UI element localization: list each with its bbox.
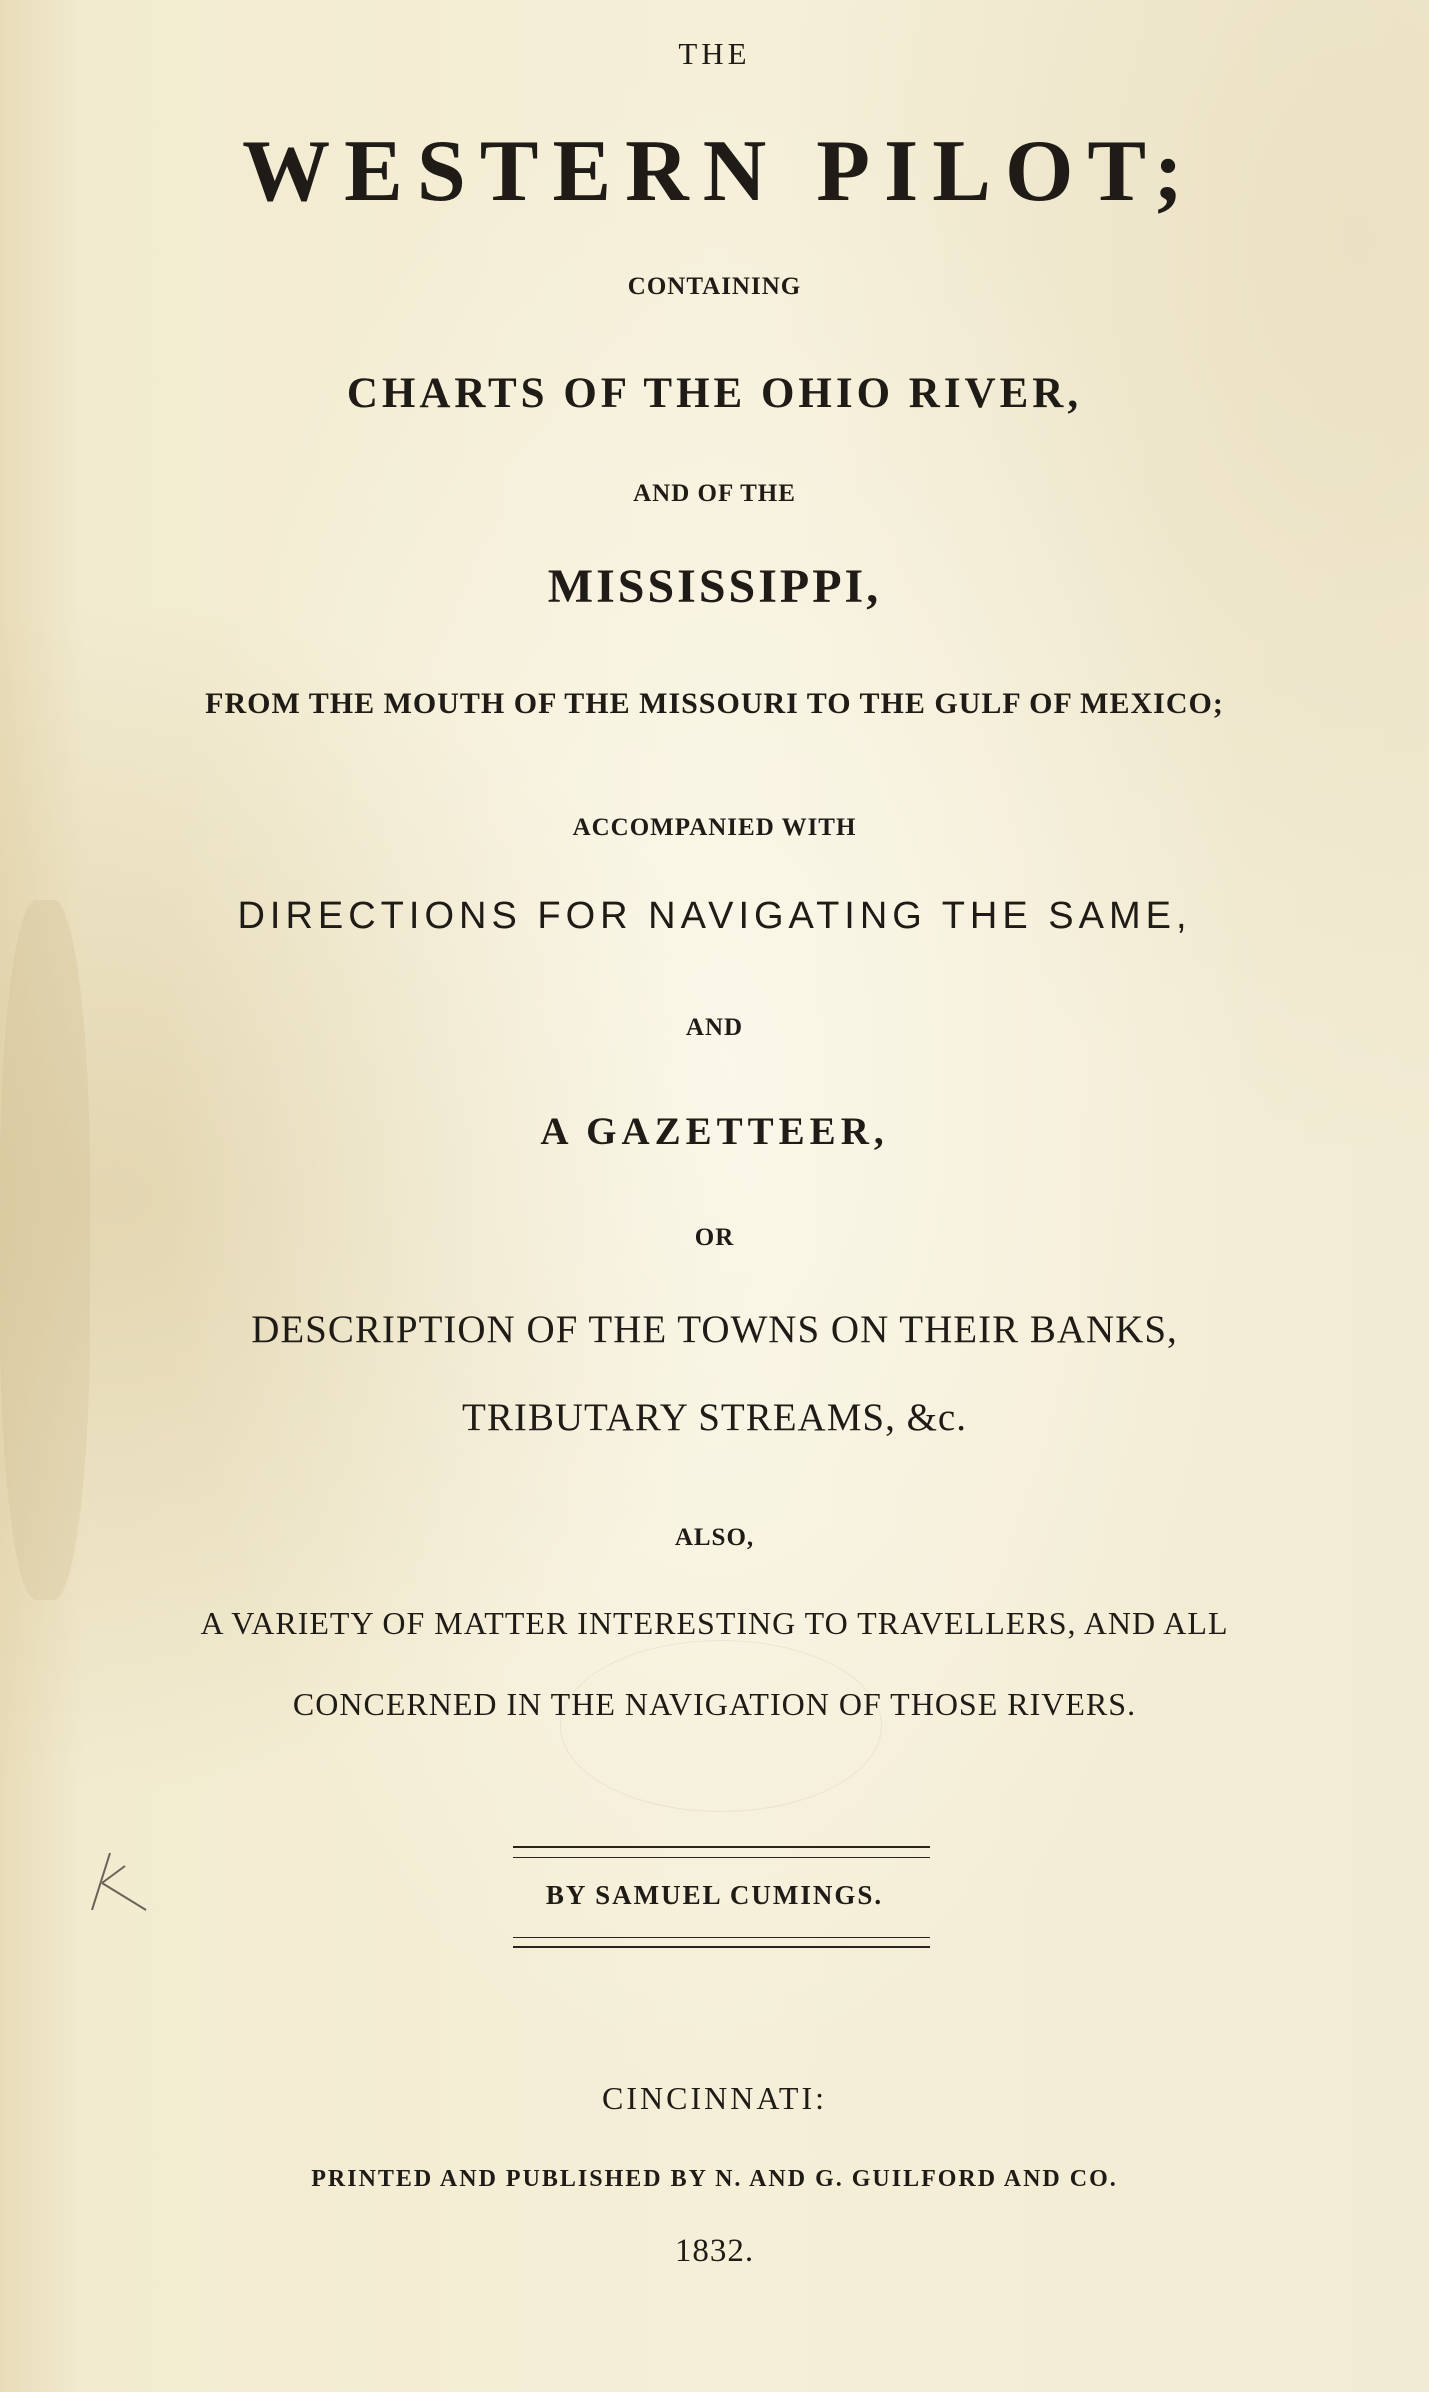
paper-stain: [560, 1640, 882, 1812]
rule-top-1: [513, 1846, 930, 1848]
subtitle-accompanied: ACCOMPANIED WITH: [572, 814, 857, 841]
rule-top-2: [513, 1857, 930, 1858]
subtitle-tributary: TRIBUTARY STREAMS, &c.: [462, 1396, 967, 1439]
book-title: WESTERN PILOT;: [242, 123, 1197, 220]
pencil-mark-icon: [80, 1848, 160, 1918]
subtitle-or: OR: [694, 1224, 735, 1251]
imprint-place: CINCINNATI:: [602, 2080, 827, 2116]
subtitle-also: ALSO,: [674, 1524, 755, 1551]
rule-bottom-2: [513, 1946, 930, 1948]
subtitle-mississippi: MISSISSIPPI,: [547, 560, 882, 613]
subtitle-and: AND: [685, 1014, 744, 1041]
subtitle-charts: CHARTS OF THE OHIO RIVER,: [346, 370, 1083, 417]
paper-stain: [0, 900, 90, 1600]
subtitle-concerned: CONCERNED IN THE NAVIGATION OF THOSE RIVERS.: [292, 1686, 1137, 1722]
imprint-printer: PRINTED AND PUBLISHED BY N. AND G. GUILFORD AND CO.: [311, 2166, 1118, 2192]
heading-the: THE: [678, 36, 751, 71]
imprint-year: 1832.: [674, 2233, 755, 2269]
author-line: BY SAMUEL CUMINGS.: [545, 1880, 884, 1910]
subtitle-gazetteer: A GAZETTEER,: [540, 1110, 889, 1153]
subtitle-description: DESCRIPTION OF THE TOWNS ON THEIR BANKS,: [251, 1308, 1178, 1351]
subtitle-variety: A VARIETY OF MATTER INTERESTING TO TRAVELLERS, AND ALL: [200, 1605, 1229, 1641]
subtitle-containing: CONTAINING: [627, 273, 802, 300]
subtitle-and-of-the: AND OF THE: [633, 480, 796, 507]
subtitle-from-mouth: FROM THE MOUTH OF THE MISSOURI TO THE GULF OF MEXICO;: [205, 687, 1224, 720]
subtitle-directions: DIRECTIONS FOR NAVIGATING THE SAME,: [237, 895, 1192, 937]
rule-bottom-1: [513, 1937, 930, 1938]
